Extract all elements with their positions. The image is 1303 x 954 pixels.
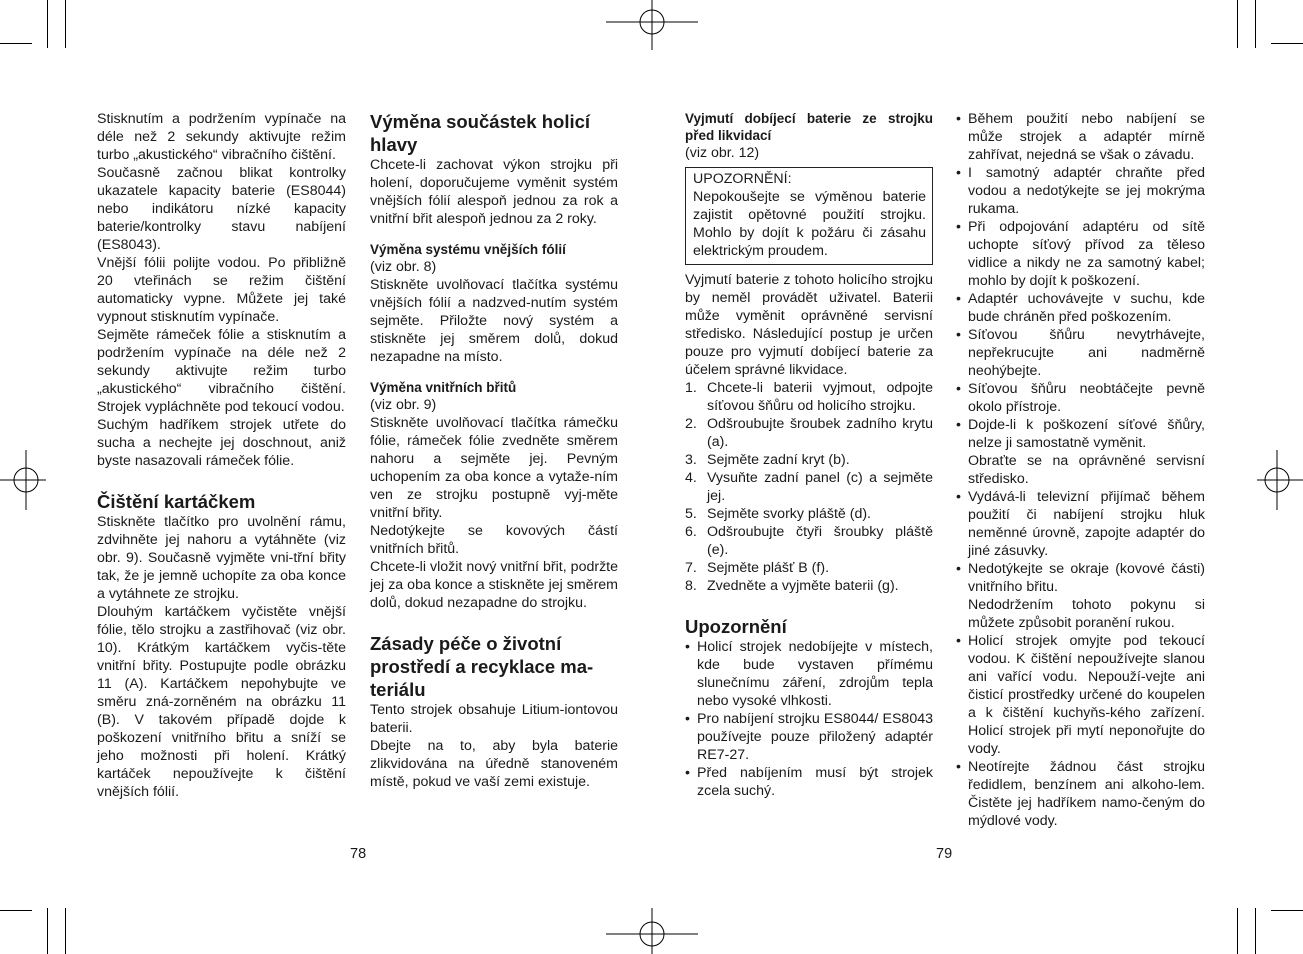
paragraph: Nedotýkejte se kovových částí vnitřních břitů. [370,523,618,557]
list-item: 4. Vysuňte zadní panel (c) a sejměte jej. [685,470,933,504]
section-heading: Čištění kartáčkem [97,491,256,512]
list-item: • Během použití nebo nabíjení se může strojek a adaptér mírně zahřívat, nejedná se však o závadu. [956,111,1205,163]
paragraph: Dlouhým kartáčkem vyčistěte vnější fólie, tělo strojku a zastřihovač (viz obr. 10). Krátkým kartáčkem vyčis-těte vnitřní břity. Postupujte podle obrázku 11 (A). Kartáčkem nepohybujte ve směru zná-zorněném na obrázku 11 (B). V takovém případě dojde k poškození vnitřního břitu a sníží se jeho možnosti při holení. Krátký kartáček nepoužívejte k čištění vnějších fólií. [97,604,346,800]
left-page-column-1 [97,110,346,801]
list-item: 1. Chcete-li baterii vyjmout, odpojte síťovou šňůru od holicího strojku. [685,380,933,414]
warning-list-continued [956,110,1205,830]
list-item: • Holicí strojek omyjte pod tekoucí vodou. K čištění nepoužívejte slanou ani vařící vodu. Nepouží-vejte ani čisticí prostředky určené do koupelen a k čištění kuchyňs-kého zařízení. Holicí strojek při mytí neponořujte do vody. [956,633,1205,757]
list-item: 2. Odšroubujte šroubek zadního krytu (a). [685,416,933,450]
list-item: • Před nabíjením musí být strojek zcela suchý. [685,765,933,799]
left-page-column-2 [370,110,618,791]
list-item: • I samotný adaptér chraňte před vodou a nedotýkejte se jej mokrýma rukama. [956,165,1205,217]
warning-list [685,638,933,800]
paragraph: Stisknutím a podržením vypínače na déle než 2 sekundy aktivujte režim turbo „akustického“ vibračního čištění. [97,111,346,163]
list-item: • Adaptér uchovávejte v suchu, kde bude chráněn před poškozením. [956,291,1205,325]
section-heading: Výměna součástek holicí hlavy [370,111,591,155]
subsection-heading: Vyjmutí dobíjecí baterie ze strojku před likvidací [685,111,933,143]
page-number-right: 79 [936,846,953,862]
figure-reference: (viz obr. 12) [685,145,760,161]
list-item: • Holicí strojek nedobíjejte v místech, kde bude vystaven přímému slunečnímu záření, zdrojům tepla nebo vysoké vlhkosti. [685,639,933,709]
registration-mark-top [606,0,698,50]
section-heading: Zásady péče o životní prostředí a recyklace ma-teriálu [370,633,594,700]
list-item: 5. Sejměte svorky pláště (d). [685,506,872,522]
paragraph: Chcete-li vložit nový vnitřní břit, podržte jej za oba konce a stiskněte jej směrem dolů, dokud nezapadne do strojku. [370,559,618,611]
list-item: • Síťovou šňůru nevytrhávejte, nepřekrucujte ani nadměrně neohýbejte. [956,327,1205,379]
paragraph: Stiskněte tlačítko pro uvolnění rámu, zdvihněte jej nahoru a vytáhněte (viz obr. 9). Současně vyjměte vni-třní břity tak, že je jemně uchopíte za oba konce a vytáhnete ze strojku. [97,514,346,602]
right-page-column-2 [956,110,1205,830]
section-heading: Upozornění [685,616,787,637]
paragraph: Stiskněte uvolňovací tlačítka rámečku fólie, rámeček fólie zvedněte směrem nahoru a sejměte jej. Pevným uchopením za oba konce a vytaže-ním ven ze strojku postupně vyj-měte vnitřní břity. [370,415,618,521]
paragraph: Tento strojek obsahuje Litium-iontovou baterii. [370,702,618,736]
paragraph: Chcete-li zachovat výkon strojku při holení, doporučujeme vyměnit systém vnějších fólií alespoň jednou za rok a vnitřní břit alespoň jednou za 2 roky. [370,157,618,227]
subsection-heading: Výměna vnitřních břitů [370,380,517,395]
paragraph: Dbejte na to, aby byla baterie zlikvidována na úředně stanoveném místě, pokud ve vaší zemi existuje. [370,738,618,790]
list-item: 8. Zvedněte a vyjměte baterii (g). [685,578,899,594]
page-number-left: 78 [350,846,367,862]
figure-reference: (viz obr. 9) [370,397,437,413]
figure-reference: (viz obr. 8) [370,259,437,275]
list-item: • Síťovou šňůru neobtáčejte pevně okolo přístroje. [956,381,1205,415]
paragraph: Suchým hadříkem strojek utřete do sucha a nechejte jej doschnout, aniž byste nasazovali rámeček fólie. [97,417,346,469]
caution-box [685,167,933,265]
paragraph: Současně začnou blikat kontrolky ukazatele kapacity baterie (ES8044) nebo indikátoru nízké kapacity baterie/kontrolky stavu nabíjení (ES8043). [97,165,346,253]
caution-title: UPOZORNĚNÍ: [693,171,792,187]
list-item: 3. Sejměte zadní kryt (b). [685,452,850,468]
paragraph: Vnější fólii polijte vodou. Po přibližně 20 vteřinách se režim čištění automaticky vypne. Můžete jej také vypnout stisknutím vypínače. [97,255,346,325]
list-item: • Vydává-li televizní přijímač během použití či nabíjení strojku hluk neměnné úrovně, zapojte adaptér do jiné zásuvky. [956,489,1205,559]
list-item: • Při odpojování adaptéru od sítě uchopte síťový přívod za těleso vidlice a nikdy ne za samotný kabel; mohlo by dojít k poškození. [956,219,1205,289]
list-item: • Dojde-li k poškození síťové šňůry, nelze ji samostatně vyměnit. Obraťte se na oprávněné servisní středisko. [956,417,1205,487]
list-item: 6. Odšroubujte čtyři šroubky pláště (e). [685,524,933,558]
registration-mark-bottom [606,908,698,954]
removal-steps-list [685,379,933,595]
list-item: • Pro nabíjení strojku ES8044/ ES8043 používejte pouze přiložený adaptér RE7-27. [685,711,933,763]
list-item: 7. Sejměte plášť B (f). [685,560,830,576]
paragraph: Sejměte rámeček fólie a stisknutím a podržením vypínače na déle než 2 sekundy aktivujte režim turbo „akustického“ vibračního čištění. Strojek vypláchněte pod tekoucí vodou. [97,327,346,415]
subsection-heading: Výměna systému vnějších fólií [370,242,566,257]
paragraph: Stiskněte uvolňovací tlačítka systému vnějších fólií a nadzved-nutím systém sejměte. Přiložte nový systém a stiskněte jej směrem dolů, dokud nezapadne na místo. [370,277,618,365]
paragraph: Vyjmutí baterie z tohoto holicího strojku by neměl provádět uživatel. Baterii může vyměnit oprávněné servisní středisko. Následující postup je určen pouze pro vyjmutí dobíjecí baterie za účelem správné likvidace. [685,272,933,378]
right-page-column-1 [685,110,933,800]
list-item: • Nedotýkejte se okraje (kovové části) vnitřního břitu. Nedodržením tohoto pokynu si můžete způsobit poranění rukou. [956,561,1205,631]
list-item: • Neotírejte žádnou část strojku ředidlem, benzínem ani alkoho-lem. Čistěte jej hadříkem namo-čeným do mýdlové vody. [956,759,1205,829]
registration-mark-right [1257,450,1303,510]
registration-mark-left [0,450,46,510]
caution-text: Nepokoušejte se výměnou baterie zajistit opětovné použití strojku. Mohlo by dojít k požáru či zásahu elektrickým proudem. [693,189,926,259]
